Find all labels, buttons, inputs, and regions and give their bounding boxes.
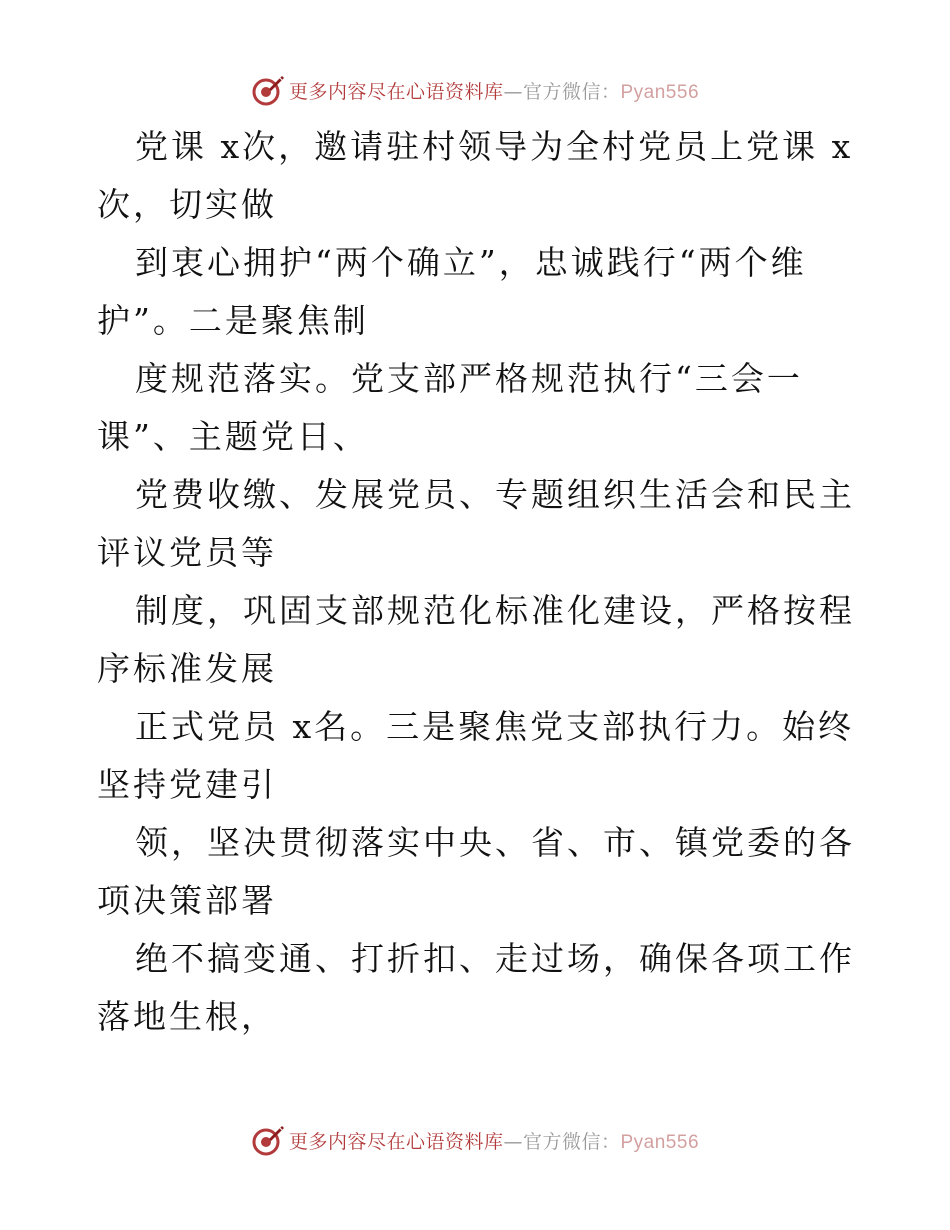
- paragraph-2: [97, 234, 857, 350]
- pen-logo-icon: [251, 73, 285, 107]
- header-account: Pyan556: [620, 81, 700, 103]
- paragraph-line: 到衷心拥护“两个确立”，忠诚践行“两个维: [135, 243, 807, 282]
- footer-text: [289, 1127, 699, 1154]
- header-banner: [0, 70, 950, 110]
- paragraph-line: 领，坚决贯彻落实中央、省、市、镇党委的各项: [97, 823, 855, 920]
- header-sub: 官方微信：: [522, 80, 621, 103]
- document-body: [97, 118, 857, 1046]
- paragraph-8: [97, 930, 857, 1046]
- footer-account: Pyan556: [620, 1131, 700, 1153]
- paragraph-line: 决策部署: [133, 881, 277, 920]
- header-brand: 更多内容尽在心语资料库: [288, 80, 504, 103]
- paragraph-line: 地生根，: [133, 997, 277, 1036]
- paragraph-line: 党费收缴、发展党员、专题组织生活会和民主评: [97, 475, 855, 572]
- paragraph-7: [97, 814, 857, 930]
- paragraph-line: 课”、主题党日、: [97, 417, 369, 456]
- paragraph-4: [97, 466, 857, 582]
- paragraph-line: 次，切实做: [97, 185, 277, 224]
- footer-sub: 官方微信：: [522, 1130, 621, 1153]
- paragraph-line: 绝不搞变通、打折扣、走过场，确保各项工作落: [97, 939, 855, 1036]
- paragraph-line: 议党员等: [133, 533, 277, 572]
- paragraph-line: 护”。二是聚焦制: [97, 301, 369, 340]
- pen-logo-icon: [251, 1123, 285, 1157]
- paragraph-line: 党课 x次，邀请驻村领导为全村党员上党课 x: [135, 127, 854, 166]
- paragraph-line: 度规范落实。党支部严格规范执行“三会一: [135, 359, 803, 398]
- paragraph-6: [97, 698, 857, 814]
- paragraph-line: 坚持党建引: [97, 765, 277, 804]
- header-text: [289, 77, 699, 104]
- paragraph-line: 正式党员 x名。三是聚焦党支部执行力。始终: [135, 707, 855, 746]
- footer-dash: —: [503, 1130, 523, 1153]
- footer-brand: 更多内容尽在心语资料库: [288, 1130, 504, 1153]
- footer-banner: [0, 1120, 950, 1160]
- paragraph-line: 标准发展: [133, 649, 277, 688]
- header-dash: —: [503, 80, 523, 103]
- paragraph-line: 制度，巩固支部规范化标准化建设，严格按程序: [97, 591, 855, 688]
- paragraph-3: [97, 350, 857, 466]
- paragraph-5: [97, 582, 857, 698]
- paragraph-1: [97, 118, 857, 234]
